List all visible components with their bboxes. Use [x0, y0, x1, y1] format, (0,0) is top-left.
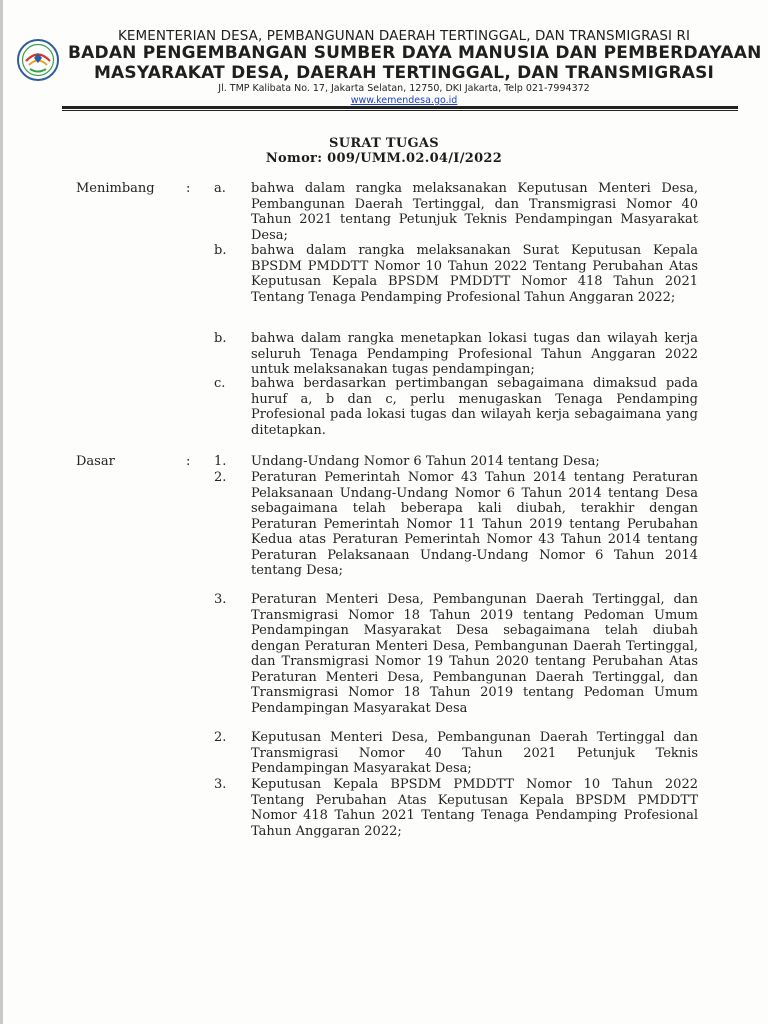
dasar-item-mark: 3.	[214, 592, 227, 607]
dasar-label: Dasar	[76, 454, 115, 469]
document-title: SURAT TUGAS	[329, 136, 439, 151]
dasar-colon: :	[186, 454, 191, 469]
document-number: Nomor: 009/UMM.02.04/I/2022	[265, 151, 503, 166]
dasar-item-text: Peraturan Menteri Desa, Pembangunan Daerah Tertinggal, dan Transmigrasi Nomor 18 Tahun 2019 tentang Pedoman Umum Pendampingan Masyarakat Desa sebagaimana telah diubah dengan Peraturan Menteri Desa, Pembangunan Daerah Tertinggal, dan Transmigrasi Nomor 19 Tahun 2020 tentang Perubahan Atas Peraturan Menteri Desa, Pembangunan Daerah Tertinggal, dan Transmigrasi Nomor 18 Tahun 2019 tentang Pedoman Umum Pendampingan Masyarakat Desa	[251, 592, 698, 716]
menimbang-item-mark: b.	[214, 243, 227, 258]
dasar-item-text: Undang-Undang Nomor 6 Tahun 2014 tentang Desa;	[251, 454, 600, 469]
agency-name-line-1: BADAN PENGEMBANGAN SUMBER DAYA MANUSIA DAN PEMBERDAYAAN	[68, 43, 762, 63]
dasar-item-mark: 2.	[214, 470, 227, 485]
dasar-item-mark: 2.	[214, 730, 227, 745]
menimbang-item-mark: b.	[214, 331, 227, 346]
dasar-item-text: Peraturan Pemerintah Nomor 43 Tahun 2014 tentang Peraturan Pelaksanaan Undang-Undang Nomor 6 Tahun 2014 tentang Desa sebagaimana telah beberapa kali diubah, terakhir dengan Peraturan Pemerintah Nomor 11 Tahun 2019 tentang Perubahan Kedua atas Peraturan Pemerintah Nomor 43 Tahun 2014 tentang Peraturan Pelaksanaan Undang-Undang Nomor 6 Tahun 2014 tentang Desa;	[251, 470, 698, 578]
website-link[interactable]: www.kemendesa.go.id	[350, 95, 458, 106]
dasar-item-text: Keputusan Menteri Desa, Pembangunan Daerah Tertinggal dan Transmigrasi Nomor 40 Tahun 2021 Petunjuk Teknis Pendampingan Masyarakat Desa;	[251, 730, 698, 776]
menimbang-item-text: bahwa dalam rangka melaksanakan Keputusan Menteri Desa, Pembangunan Daerah Tertinggal, dan Transmigrasi Nomor 40 Tahun 2021 tentang Petunjuk Teknis Pendampingan Masyarakat Desa;	[251, 181, 698, 243]
menimbang-item-text: bahwa dalam rangka melaksanakan Surat Keputusan Kepala BPSDM PMDDTT Nomor 10 Tahun 2022 Tentang Perubahan Atas Keputusan Kepala BPSDM PMDDTT Nomor 418 Tahun 2021 Tentang Tenaga Pendamping Profesional Tahun Anggaran 2022;	[251, 243, 698, 305]
menimbang-item-text: bahwa dalam rangka menetapkan lokasi tugas dan wilayah kerja seluruh Tenaga Pendamping Profesional Tahun Anggaran 2022 untuk melaksanakan tugas pendampingan;	[251, 331, 698, 377]
menimbang-label: Menimbang	[76, 181, 155, 196]
menimbang-item-mark: a.	[214, 181, 226, 196]
letterhead	[0, 0, 768, 112]
letterhead-divider-thick	[62, 106, 738, 109]
agency-name-line-2: MASYARAKAT DESA, DAERAH TERTINGGAL, DAN TRANSMIGRASI	[93, 63, 715, 83]
menimbang-item-mark: c.	[214, 376, 226, 391]
dasar-item-mark: 3.	[214, 777, 227, 792]
ministry-logo-icon	[16, 38, 60, 82]
menimbang-colon: :	[186, 181, 191, 196]
letterhead-divider-thin	[62, 110, 738, 111]
dasar-item-mark: 1.	[214, 454, 227, 469]
dasar-item-text: Keputusan Kepala BPSDM PMDDTT Nomor 10 Tahun 2022 Tentang Perubahan Atas Keputusan Kepala BPSDM PMDDTT Nomor 418 Tahun 2021 Tentang Tenaga Pendamping Profesional Tahun Anggaran 2022;	[251, 777, 698, 839]
ministry-name: KEMENTERIAN DESA, PEMBANGUNAN DAERAH TERTINGGAL, DAN TRANSMIGRASI RI	[117, 28, 691, 44]
menimbang-item-text: bahwa berdasarkan pertimbangan sebagaimana dimaksud pada huruf a, b dan c, perlu menugaskan Tenaga Pendamping Profesional pada lokasi tugas dan wilayah kerja sebagaimana yang ditetapkan.	[251, 376, 698, 438]
agency-address: Jl. TMP Kalibata No. 17, Jakarta Selatan, 12750, DKI Jakarta, Telp 021-7994372	[218, 83, 590, 94]
